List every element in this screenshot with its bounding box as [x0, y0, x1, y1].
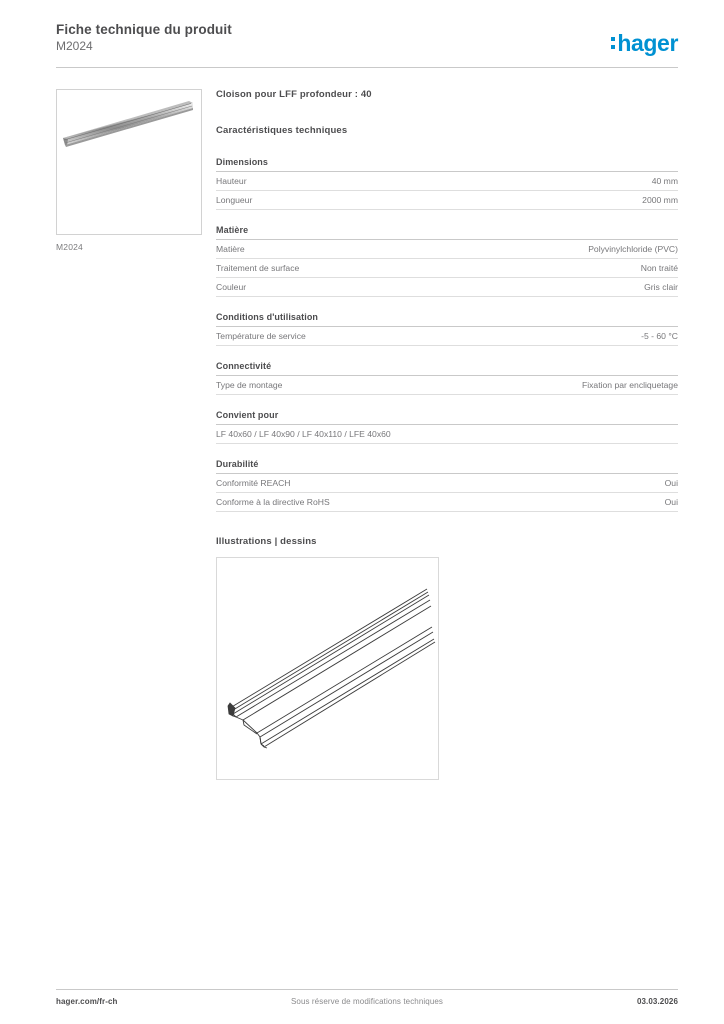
footer-divider [56, 989, 678, 990]
spec-key: Type de montage [216, 380, 283, 390]
page-footer [56, 997, 678, 1006]
spec-group [216, 410, 678, 444]
spec-group [216, 361, 678, 395]
spec-group [216, 225, 678, 297]
spec-group [216, 312, 678, 346]
spec-group-title: Connectivité [216, 361, 678, 376]
spec-groups [216, 157, 678, 512]
spec-key: Traitement de surface [216, 263, 300, 273]
page-title: Fiche technique du produit [56, 22, 232, 37]
illustrations-heading: Illustrations | dessins [216, 536, 317, 547]
spec-key: Conformité REACH [216, 478, 291, 488]
spec-group [216, 459, 678, 512]
spec-row [216, 493, 678, 512]
product-name: Cloison pour LFF profondeur : 40 [216, 89, 372, 100]
pvc-divider-profile-line-drawing [217, 558, 438, 779]
spec-value: Oui [664, 478, 678, 488]
spec-group-title: Dimensions [216, 157, 678, 172]
spec-key: Couleur [216, 282, 247, 292]
footer-date: 03.03.2026 [636, 997, 678, 1006]
spec-key: Température de service [216, 331, 306, 341]
spec-row [216, 278, 678, 297]
product-profile-thumbnail-image [57, 90, 202, 235]
product-thumbnail-frame [56, 89, 202, 235]
spec-key: LF 40x60 / LF 40x90 / LF 40x110 / LFE 40x60 [216, 429, 391, 439]
spec-row [216, 240, 678, 259]
spec-value: Oui [664, 497, 678, 507]
page-header [56, 22, 678, 68]
hager-logo [611, 30, 678, 56]
footer-disclaimer: Sous réserve de modifications techniques [290, 997, 444, 1006]
spec-row [216, 376, 678, 395]
spec-row [216, 172, 678, 191]
spec-value: Gris clair [644, 282, 678, 292]
product-thumbnail-caption: M2024 [56, 242, 83, 252]
spec-value: -5 - 60 °C [641, 331, 678, 341]
illustration-frame [216, 557, 439, 780]
specifications-column [216, 89, 678, 780]
footer-website[interactable]: hager.com/fr-ch [56, 997, 118, 1006]
spec-key: Hauteur [216, 176, 247, 186]
spec-row [216, 425, 678, 444]
spec-group [216, 157, 678, 210]
page-subtitle-article-number: M2024 [56, 39, 93, 53]
spec-key: Longueur [216, 195, 253, 205]
spec-row [216, 474, 678, 493]
spec-group-title: Convient pour [216, 410, 678, 425]
spec-value: 2000 mm [642, 195, 678, 205]
spec-row [216, 191, 678, 210]
logo-colon-icon [611, 37, 615, 50]
technical-characteristics-heading: Caractéristiques techniques [216, 125, 348, 136]
spec-group-title: Conditions d'utilisation [216, 312, 678, 327]
header-divider [56, 67, 678, 68]
spec-value: Polyvinylchloride (PVC) [588, 244, 678, 254]
spec-key: Matière [216, 244, 245, 254]
spec-value: Fixation par encliquetage [581, 380, 678, 390]
spec-value: Non traité [640, 263, 678, 273]
logo-wordmark: hager [617, 29, 678, 56]
spec-row [216, 327, 678, 346]
spec-group-title: Matière [216, 225, 678, 240]
spec-row [216, 259, 678, 278]
spec-group-title: Durabilité [216, 459, 678, 474]
spec-value: 40 mm [651, 176, 678, 186]
product-thumbnail-block [56, 89, 204, 252]
spec-key: Conforme à la directive RoHS [216, 497, 330, 507]
